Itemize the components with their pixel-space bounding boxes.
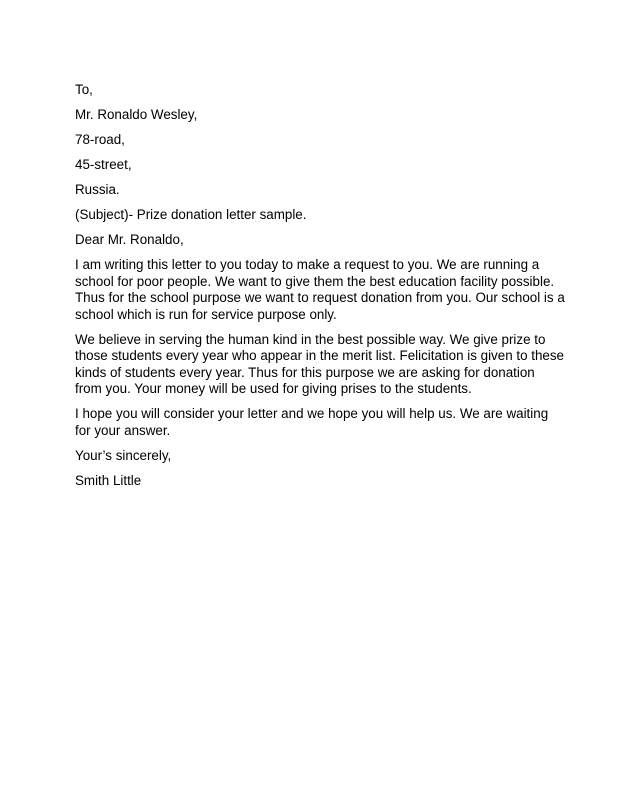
- letter-body: [75, 82, 565, 498]
- to-line: To,: [75, 82, 93, 97]
- signature: Smith Little: [75, 472, 142, 488]
- address-line-3: Russia.: [75, 182, 120, 197]
- paragraph-2: We believe in serving the human kind in the best possible way. We give prize to those students every year who appear in the merit list. Felicitation is given to these kinds of students every year. Thus for this purpose we are asking for donation from you. Your money will be used for giving prises to the students.: [75, 331, 565, 396]
- subject-line: (Subject)- Prize donation letter sample.: [75, 207, 307, 222]
- paragraph-1: I am writing this letter to you today to make a request to you. We are running a school for poor people. We want to give them the best education facility possible. Thus for the school purpose we want to request donation from you. Our school is a school which is run for service purpose only.: [75, 257, 565, 322]
- recipient-name: Mr. Ronaldo Wesley,: [75, 107, 198, 122]
- address-line-2: 45-street,: [75, 157, 132, 172]
- address-line-1: 78-road,: [75, 132, 125, 147]
- closing: Your’s sincerely,: [75, 447, 172, 463]
- salutation: Dear Mr. Ronaldo,: [75, 232, 184, 247]
- paragraph-3: I hope you will consider your letter and we hope you will help us. We are waiting for your answer.: [75, 406, 549, 438]
